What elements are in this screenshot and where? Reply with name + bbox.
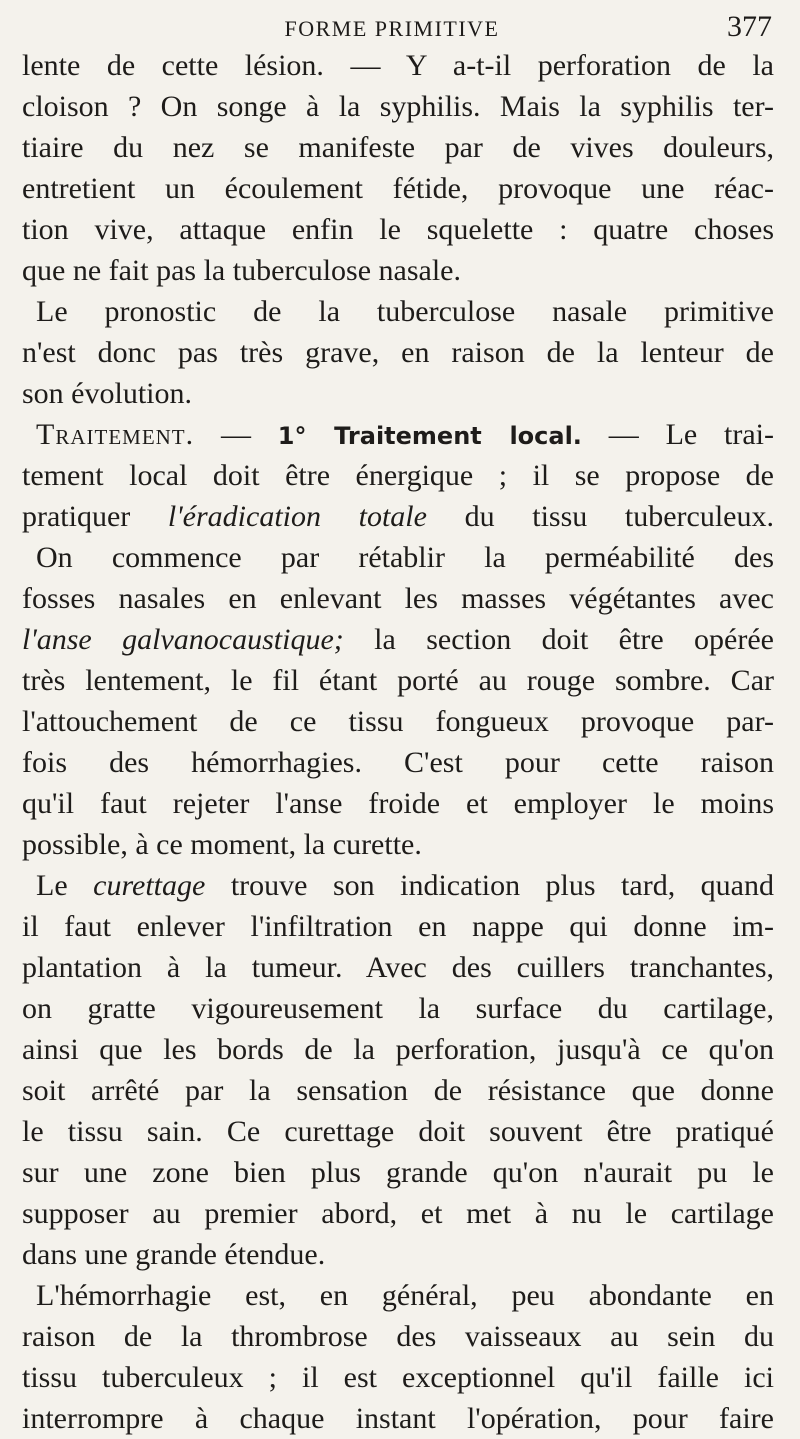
text-line: cloison ? On songe à la syphilis. Mais la syphilis ter- xyxy=(22,90,774,123)
dash: — xyxy=(194,418,278,451)
text-line: dans une grande étendue. xyxy=(22,1238,326,1271)
body-text xyxy=(22,45,774,1439)
text-line: sur une zone bien plus grande qu'on n'aurait pu le xyxy=(22,1156,774,1189)
text-line: tement local doit être énergique ; il se propose de xyxy=(22,459,774,492)
page-header xyxy=(22,6,784,46)
page-number: 377 xyxy=(727,10,772,43)
text-line: qu'il faut rejeter l'anse froide et employer le moins xyxy=(22,787,774,820)
section-label: Traitement. xyxy=(36,418,195,451)
text-line: soit arrêté par la sensation de résistance que donne xyxy=(22,1074,774,1107)
text-line: très lentement, le fil étant porté au rouge sombre. Car xyxy=(22,664,774,697)
text-line: il faut enlever l'infiltration en nappe qui donne im- xyxy=(22,910,774,943)
text-line: le tissu sain. Ce curettage doit souvent être pratiqué xyxy=(22,1115,774,1148)
running-title: FORME PRIMITIVE xyxy=(284,16,500,41)
text-line: On commence par rétablir la perméabilité des xyxy=(36,541,774,574)
text-line: Le curettage trouve son indication plus tard, quand xyxy=(36,869,774,902)
text-line-treatment-heading xyxy=(22,414,774,455)
text-line: L'hémorrhagie est, en général, peu abondante en xyxy=(36,1279,774,1312)
text-line: lente de cette lésion. — Y a-t-il perforation de la xyxy=(22,49,774,82)
text-line: n'est donc pas très grave, en raison de la lenteur de xyxy=(22,336,774,369)
text-line: plantation à la tumeur. Avec des cuillers tranchantes, xyxy=(22,951,774,984)
text-line: l'attouchement de ce tissu fongueux provoque par- xyxy=(22,705,774,738)
italic-term: l'éradication totale xyxy=(167,500,427,533)
italic-term: l'anse galvanocaustique; xyxy=(22,623,344,656)
text-line: tiaire du nez se manifeste par de vives douleurs, xyxy=(22,131,774,164)
book-page xyxy=(22,0,784,1435)
text-line: son évolution. xyxy=(22,377,192,410)
text-line: l'anse galvanocaustique; la section doit être opérée xyxy=(22,623,774,656)
text-line: possible, à ce moment, la curette. xyxy=(22,828,422,861)
text-line: tissu tuberculeux ; il est exceptionnel qu'il faille ici xyxy=(22,1361,774,1394)
subsection-heading: 1° Traitement local. xyxy=(277,422,582,450)
text-line: supposer au premier abord, et met à nu le cartilage xyxy=(22,1197,774,1230)
text-line: fois des hémorrhagies. C'est pour cette raison xyxy=(22,746,774,779)
text-line: pratiquer l'éradication totale du tissu tuberculeux. xyxy=(22,500,774,533)
text-line: raison de la thrombrose des vaisseaux au sein du xyxy=(22,1320,774,1353)
text-line: interrompre à chaque instant l'opération, pour faire xyxy=(22,1402,774,1435)
text-line: ainsi que les bords de la perforation, jusqu'à ce qu'on xyxy=(22,1033,774,1066)
text-line: on gratte vigoureusement la surface du cartilage, xyxy=(22,992,774,1025)
text-line: tion vive, attaque enfin le squelette : quatre choses xyxy=(22,213,774,246)
heading-continuation: — Le trai- xyxy=(581,418,774,451)
italic-term: curettage xyxy=(93,869,206,902)
text-line: entretient un écoulement fétide, provoque une réac- xyxy=(22,172,774,205)
text-line: fosses nasales en enlevant les masses végétantes avec xyxy=(22,582,774,615)
text-line: que ne fait pas la tuberculose nasale. xyxy=(22,254,461,287)
text-line: Le pronostic de la tuberculose nasale primitive xyxy=(36,295,774,328)
